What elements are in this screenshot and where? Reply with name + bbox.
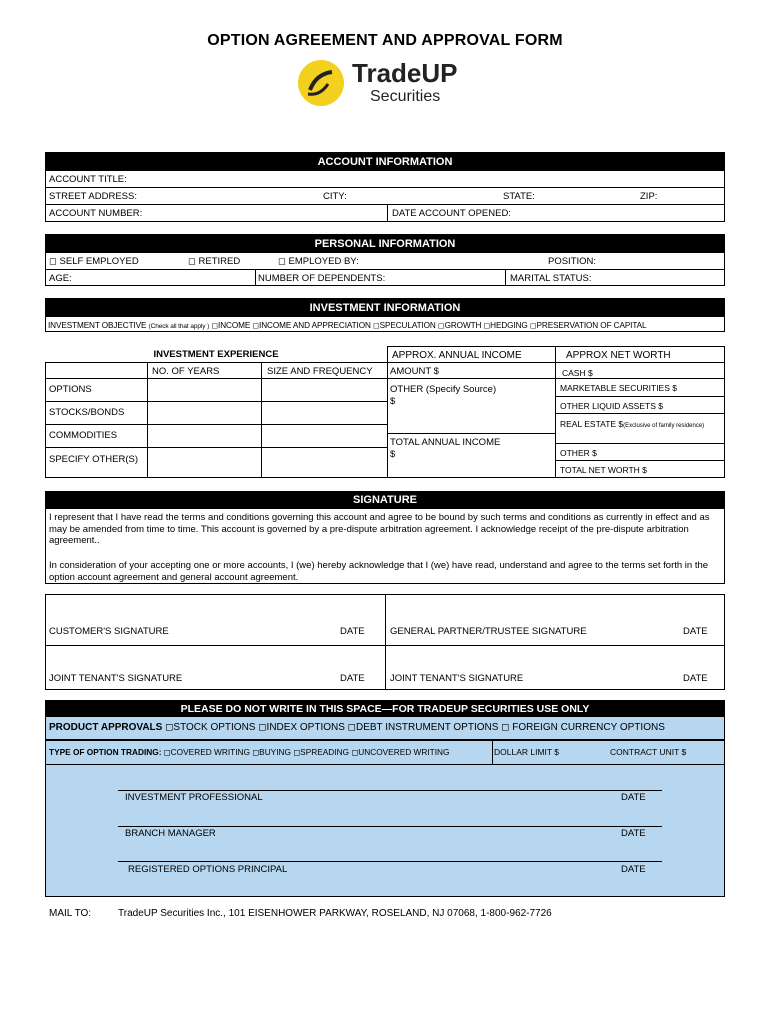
income-other-field[interactable]: OTHER (Specify Source) xyxy=(390,384,497,395)
age-field[interactable]: AGE: xyxy=(49,273,72,284)
tradeup-logo-icon xyxy=(298,60,344,106)
partner-signature-label: GENERAL PARTNER/TRUSTEE SIGNATURE xyxy=(390,626,587,637)
experience-row-stocks: STOCKS/BONDS xyxy=(49,407,125,418)
networth-liquid-field[interactable]: OTHER LIQUID ASSETS $ xyxy=(560,401,663,411)
income-other-dollar[interactable]: $ xyxy=(390,396,396,407)
networth-real-estate-field[interactable] xyxy=(560,418,704,432)
partner-date-label: DATE xyxy=(683,626,708,637)
dependents-field[interactable]: NUMBER OF DEPENDENTS: xyxy=(258,273,386,284)
page-title: OPTION AGREEMENT AND APPROVAL FORM xyxy=(207,32,563,49)
city-field[interactable]: CITY: xyxy=(323,191,347,202)
logo-name: TradeUP xyxy=(352,58,458,88)
self-employed-checkbox[interactable]: ◻ SELF EMPLOYED xyxy=(49,256,139,267)
networth-marketable-field[interactable]: MARKETABLE SECURITIES $ xyxy=(560,383,677,393)
customer-signature-label: CUSTOMER'S SIGNATURE xyxy=(49,626,169,637)
networth-header: APPROX NET WORTH xyxy=(566,350,671,361)
joint-tenant-1-date-label: DATE xyxy=(340,673,365,684)
income-total-field[interactable]: TOTAL ANNUAL INCOME xyxy=(390,437,501,448)
income-total-dollar[interactable]: $ xyxy=(390,449,396,460)
joint-tenant-2-label: JOINT TENANT'S SIGNATURE xyxy=(390,673,524,684)
option-trading-options[interactable]: ◻COVERED WRITING ◻BUYING ◻SPREADING ◻UNCOVERED WRITING xyxy=(163,747,450,757)
branch-manager-date: DATE xyxy=(621,828,646,839)
networth-cash-field[interactable]: CASH $ xyxy=(562,368,593,378)
marital-status-field[interactable]: MARITAL STATUS: xyxy=(510,273,592,284)
branch-manager-label: BRANCH MANAGER xyxy=(125,828,216,839)
account-header: ACCOUNT INFORMATION xyxy=(45,152,725,170)
signature-header: SIGNATURE xyxy=(45,491,725,508)
options-principal-label: REGISTERED OPTIONS PRINCIPAL xyxy=(128,864,288,875)
objective-note: (Check all that apply ) xyxy=(148,323,210,330)
income-amount-field[interactable]: AMOUNT $ xyxy=(390,366,439,377)
options-principal-date: DATE xyxy=(621,864,646,875)
mail-to-label: MAIL TO: xyxy=(49,908,92,919)
joint-tenant-1-label: JOINT TENANT'S SIGNATURE xyxy=(49,673,183,684)
account-number-field[interactable]: ACCOUNT NUMBER: xyxy=(49,208,143,219)
investment-professional-date: DATE xyxy=(621,792,646,803)
size-column-header: SIZE AND FREQUENCY xyxy=(267,366,373,377)
experience-row-commodities: COMMODITIES xyxy=(49,430,118,441)
option-trading-label: TYPE OF OPTION TRADING: xyxy=(49,747,162,757)
position-field[interactable]: POSITION: xyxy=(548,256,597,267)
real-estate-note: (Exclusive of family residence) xyxy=(623,423,705,429)
experience-header: INVESTMENT EXPERIENCE xyxy=(45,346,387,362)
retired-checkbox[interactable]: ◻ RETIRED xyxy=(188,256,241,267)
product-approvals-options[interactable]: ◻STOCK OPTIONS ◻INDEX OPTIONS ◻DEBT INSTRUMENT OPTIONS ◻ FOREIGN CURRENCY OPTIONS xyxy=(165,722,665,733)
networth-other-field[interactable]: OTHER $ xyxy=(560,448,597,458)
objective-options[interactable]: ◻INCOME ◻INCOME AND APPRECIATION ◻SPECULATION ◻GROWTH ◻HEDGING ◻PRESERVATION OF CAPITAL xyxy=(211,321,647,330)
investment-professional-label: INVESTMENT PROFESSIONAL xyxy=(125,792,263,803)
logo-sub: Securities xyxy=(370,88,441,105)
state-field[interactable]: STATE: xyxy=(503,191,535,202)
account-title-field[interactable]: ACCOUNT TITLE: xyxy=(49,174,127,185)
street-address-field[interactable]: STREET ADDRESS: xyxy=(49,191,137,202)
company-logo xyxy=(298,58,478,114)
years-column-header: NO. OF YEARS xyxy=(152,366,220,377)
product-approvals-label: PRODUCT APPROVALS xyxy=(49,722,163,733)
employed-by-checkbox[interactable]: ◻ EMPLOYED BY: xyxy=(278,256,359,267)
option-trading-type[interactable] xyxy=(49,746,450,758)
office-use-header: PLEASE DO NOT WRITE IN THIS SPACE—FOR TRADEUP SECURITIES USE ONLY xyxy=(45,700,725,716)
personal-header: PERSONAL INFORMATION xyxy=(45,234,725,252)
joint-tenant-2-date-label: DATE xyxy=(683,673,708,684)
experience-row-other: SPECIFY OTHER(S) xyxy=(49,454,139,465)
objective-label: INVESTMENT OBJECTIVE xyxy=(48,321,147,330)
mail-to-address: TradeUP Securities Inc., 101 EISENHOWER PARKWAY, ROSELAND, NJ 07068, 1-800-962-7726 xyxy=(118,908,552,919)
signature-paragraph-2: In consideration of your accepting one or more accounts, I (we) hereby acknowledge that I (we) have read, understand and agree to the terms set forth in the option account agreement and general account agreement. xyxy=(49,560,709,583)
contract-unit-field[interactable]: CONTRACT UNIT $ xyxy=(610,747,687,757)
networth-total-field[interactable]: TOTAL NET WORTH $ xyxy=(560,465,647,475)
signature-paragraph-1: I represent that I have read the terms and conditions governing this account and agree to be bound by such terms and conditions as currently in effect and as may be amended from time to time. This account is governed by a pre-dispute arbitration agreement. I acknowledge receipt of the pre-dispute arbitration agreement.. xyxy=(49,512,710,546)
investment-objective-row[interactable] xyxy=(48,320,646,333)
account-box xyxy=(45,170,725,222)
investment-header: INVESTMENT INFORMATION xyxy=(45,298,725,316)
customer-date-label: DATE xyxy=(340,626,365,637)
experience-row-options: OPTIONS xyxy=(49,384,92,395)
product-approvals[interactable] xyxy=(49,722,665,734)
date-opened-field[interactable]: DATE ACCOUNT OPENED: xyxy=(392,208,511,219)
dollar-limit-field[interactable]: DOLLAR LIMIT $ xyxy=(494,747,560,757)
income-header: APPROX. ANNUAL INCOME xyxy=(392,350,522,361)
real-estate-label: REAL ESTATE $ xyxy=(560,419,624,429)
zip-field[interactable]: ZIP: xyxy=(640,191,658,202)
